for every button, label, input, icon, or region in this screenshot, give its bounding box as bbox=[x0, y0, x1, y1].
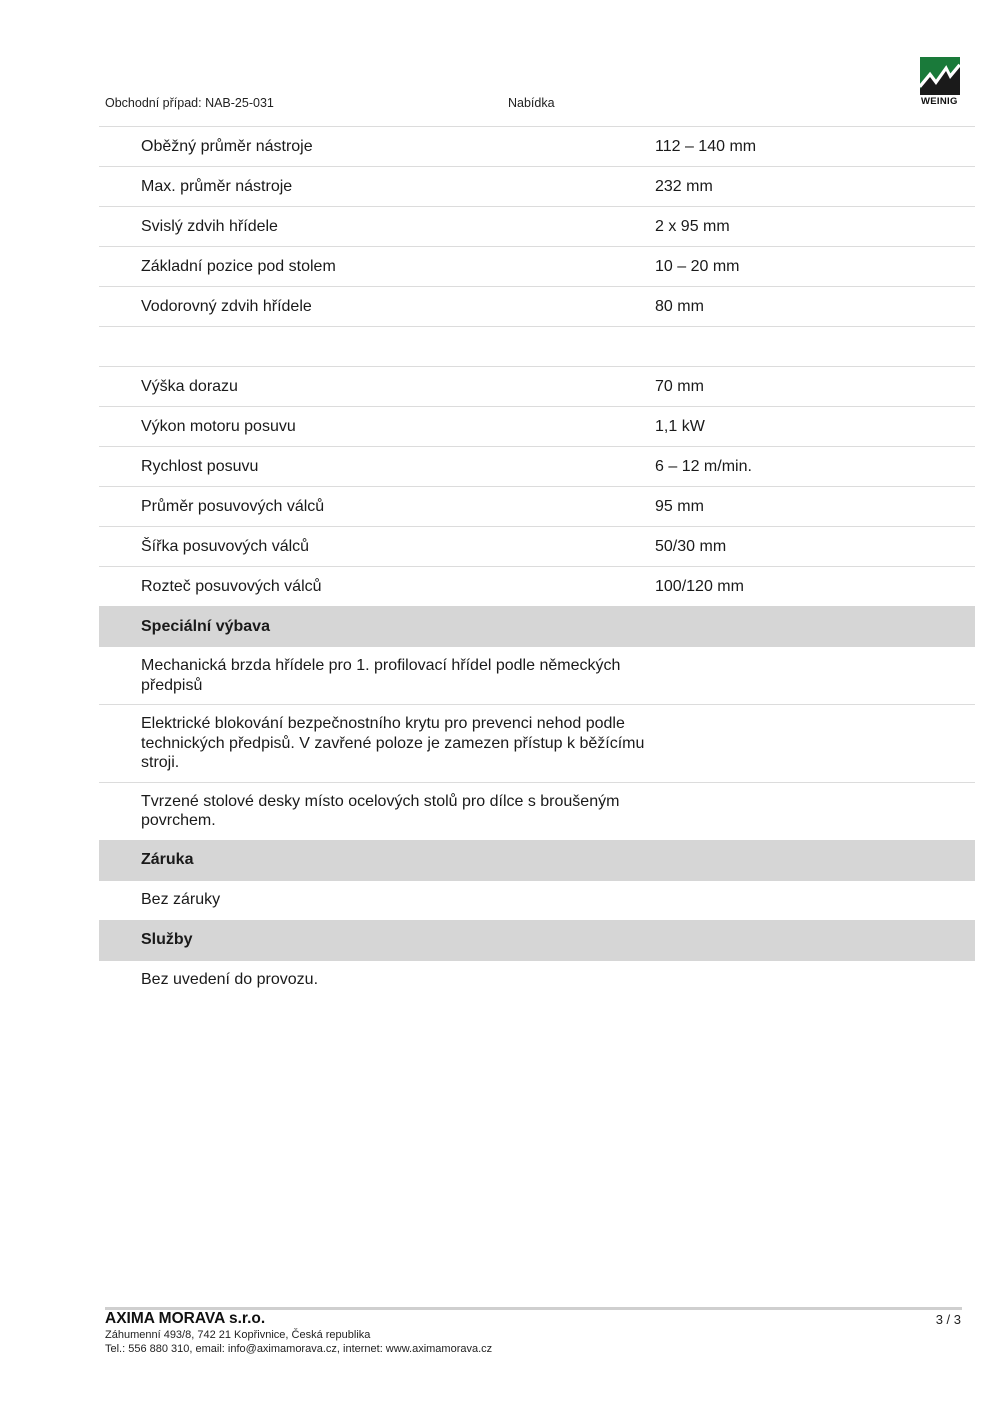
section-title: Speciální výbava bbox=[141, 617, 270, 635]
special-item-text: Tvrzené stolové desky místo ocelových stolů pro dílce s broušeným povrchem. bbox=[141, 792, 620, 829]
document-type: Nabídka bbox=[508, 96, 555, 110]
spec-value: 10 – 20 mm bbox=[655, 257, 740, 275]
spec-label: Výška dorazu bbox=[141, 377, 238, 395]
spec-row bbox=[99, 406, 975, 446]
spec-label: Svislý zdvih hřídele bbox=[141, 217, 278, 235]
spec-value: 232 mm bbox=[655, 177, 713, 195]
spec-row bbox=[99, 166, 975, 206]
footer-address: Záhumenní 493/8, 742 21 Kopřivnice, Česká republika bbox=[105, 1329, 371, 1341]
spec-row bbox=[99, 246, 975, 286]
spec-row bbox=[99, 446, 975, 486]
spec-value: 2 x 95 mm bbox=[655, 217, 730, 235]
section-services bbox=[99, 920, 975, 961]
special-item-text: Elektrické blokování bezpečnostního krytu pro prevenci nehod podle technických předpisů. V zavřené poloze je zamezen přístup k běžícímu stroji. bbox=[141, 715, 645, 771]
spec-value: 95 mm bbox=[655, 497, 704, 515]
services-text: Bez uvedení do provozu. bbox=[141, 971, 319, 988]
spec-row bbox=[99, 526, 975, 566]
section-warranty bbox=[99, 840, 975, 881]
spec-row bbox=[99, 206, 975, 246]
spec-label: Průměr posuvových válců bbox=[141, 497, 325, 515]
spec-label: Oběžný průměr nástroje bbox=[141, 137, 313, 155]
logo-text: WEINIG bbox=[921, 96, 958, 107]
spec-value: 100/120 mm bbox=[655, 577, 744, 595]
special-item bbox=[99, 704, 975, 782]
case-number: Obchodní případ: NAB-25-031 bbox=[105, 96, 274, 110]
special-item bbox=[99, 782, 975, 840]
spec-label: Rozteč posuvových válců bbox=[141, 577, 322, 595]
special-item bbox=[99, 647, 975, 704]
weinig-logo-icon bbox=[920, 57, 960, 95]
spec-label: Max. průměr nástroje bbox=[141, 177, 293, 195]
spec-row bbox=[99, 126, 975, 166]
spec-value: 1,1 kW bbox=[655, 417, 705, 435]
spec-row bbox=[99, 286, 975, 326]
footer-contact: Tel.: 556 880 310, email: info@aximamorava.cz, internet: www.aximamorava.cz bbox=[105, 1343, 493, 1355]
section-title: Záruka bbox=[141, 851, 194, 868]
spec-table bbox=[99, 126, 975, 1000]
spec-value: 50/30 mm bbox=[655, 537, 727, 555]
spec-label: Šířka posuvových válců bbox=[141, 537, 310, 555]
spec-label: Vodorovný zdvih hřídele bbox=[141, 297, 312, 315]
footer-company: AXIMA MORAVA s.r.o. bbox=[105, 1310, 266, 1327]
spec-row bbox=[99, 366, 975, 406]
spacer-row bbox=[99, 326, 975, 366]
spec-label: Rychlost posuvu bbox=[141, 457, 259, 475]
special-item-text: Mechanická brzda hřídele pro 1. profilovací hřídel podle německých předpisů bbox=[141, 657, 621, 694]
weinig-logo bbox=[920, 57, 962, 107]
page-number: 3 / 3 bbox=[935, 1312, 961, 1327]
spec-label: Základní pozice pod stolem bbox=[141, 257, 336, 275]
spec-value: 6 – 12 m/min. bbox=[655, 457, 752, 475]
section-title: Služby bbox=[141, 931, 193, 948]
spec-label: Výkon motoru posuvu bbox=[141, 417, 296, 435]
spec-row bbox=[99, 566, 975, 606]
section-special-equipment bbox=[99, 606, 975, 647]
spec-value: 70 mm bbox=[655, 377, 704, 395]
warranty-text: Bez záruky bbox=[141, 891, 221, 908]
spec-row bbox=[99, 486, 975, 526]
spec-value: 112 – 140 mm bbox=[655, 137, 757, 155]
spec-value: 80 mm bbox=[655, 297, 704, 315]
